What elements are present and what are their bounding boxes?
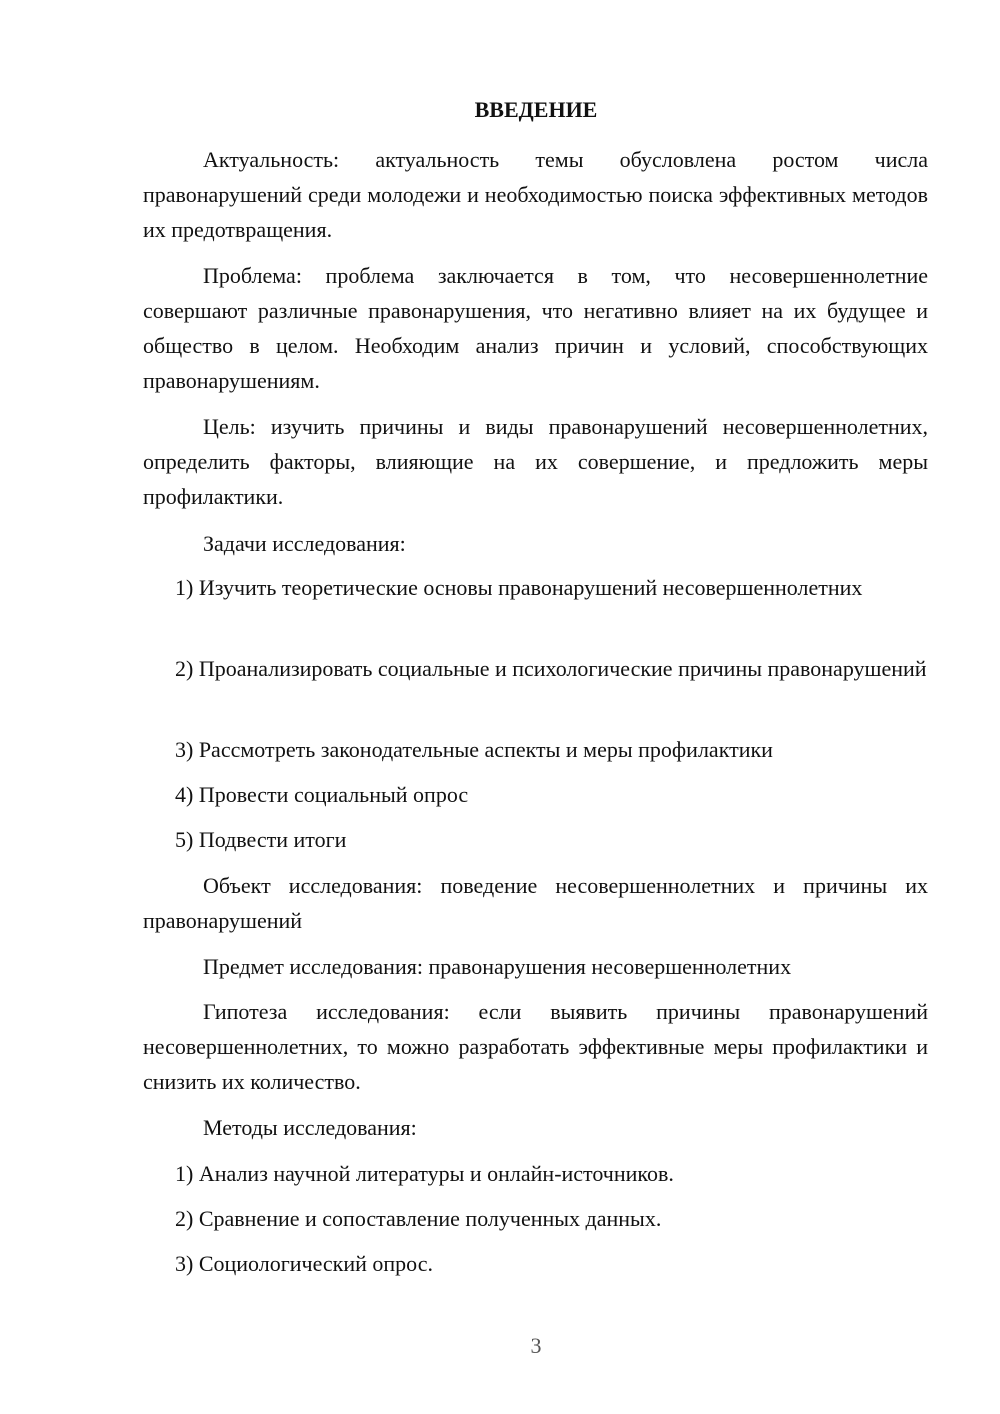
methods-heading: Методы исследования: bbox=[203, 1115, 417, 1140]
paragraph-goal: Цель: изучить причины и виды правонарушений несовершеннолетних, определить факторы, влияющие на их совершение, и предложить меры профилактики. bbox=[143, 414, 928, 509]
paragraph-problem: Проблема: проблема заключается в том, что несовершеннолетние совершают различные правонарушения, что негативно влияет на их будущее и общество в целом. Необходим анализ причин и условий, способствующих правонарушениям. bbox=[143, 263, 928, 393]
task-item-4: 4) Провести социальный опрос bbox=[175, 782, 469, 807]
paragraph-subject: Предмет исследования: правонарушения несовершеннолетних bbox=[203, 954, 792, 979]
task-item-3: 3) Рассмотреть законодательные аспекты и меры профилактики bbox=[175, 737, 773, 762]
method-item-2: 2) Сравнение и сопоставление полученных данных. bbox=[175, 1206, 662, 1231]
paragraph-relevance: Актуальность: актуальность темы обусловлена ростом числа правонарушений среди молодежи и необходимостью поиска эффективных методов их предотвращения. bbox=[143, 147, 928, 242]
tasks-heading: Задачи исследования: bbox=[203, 531, 406, 556]
section-title: ВВЕДЕНИЕ bbox=[474, 97, 598, 122]
page-number: 3 bbox=[530, 1333, 542, 1358]
method-item-1: 1) Анализ научной литературы и онлайн-источников. bbox=[175, 1161, 674, 1186]
method-item-3: 3) Социологический опрос. bbox=[175, 1251, 433, 1276]
paragraph-hypothesis: Гипотеза исследования: если выявить причины правонарушений несовершеннолетних, то можно разработать эффективные меры профилактики и снизить их количество. bbox=[143, 999, 928, 1094]
task-item-2: 2) Проанализировать социальные и психологические причины правонарушений bbox=[175, 656, 927, 681]
task-item-1: 1) Изучить теоретические основы правонарушений несовершеннолетних bbox=[175, 575, 863, 600]
paragraph-object: Объект исследования: поведение несовершеннолетних и причины их правонарушений bbox=[143, 873, 928, 933]
task-item-5: 5) Подвести итоги bbox=[175, 827, 347, 852]
